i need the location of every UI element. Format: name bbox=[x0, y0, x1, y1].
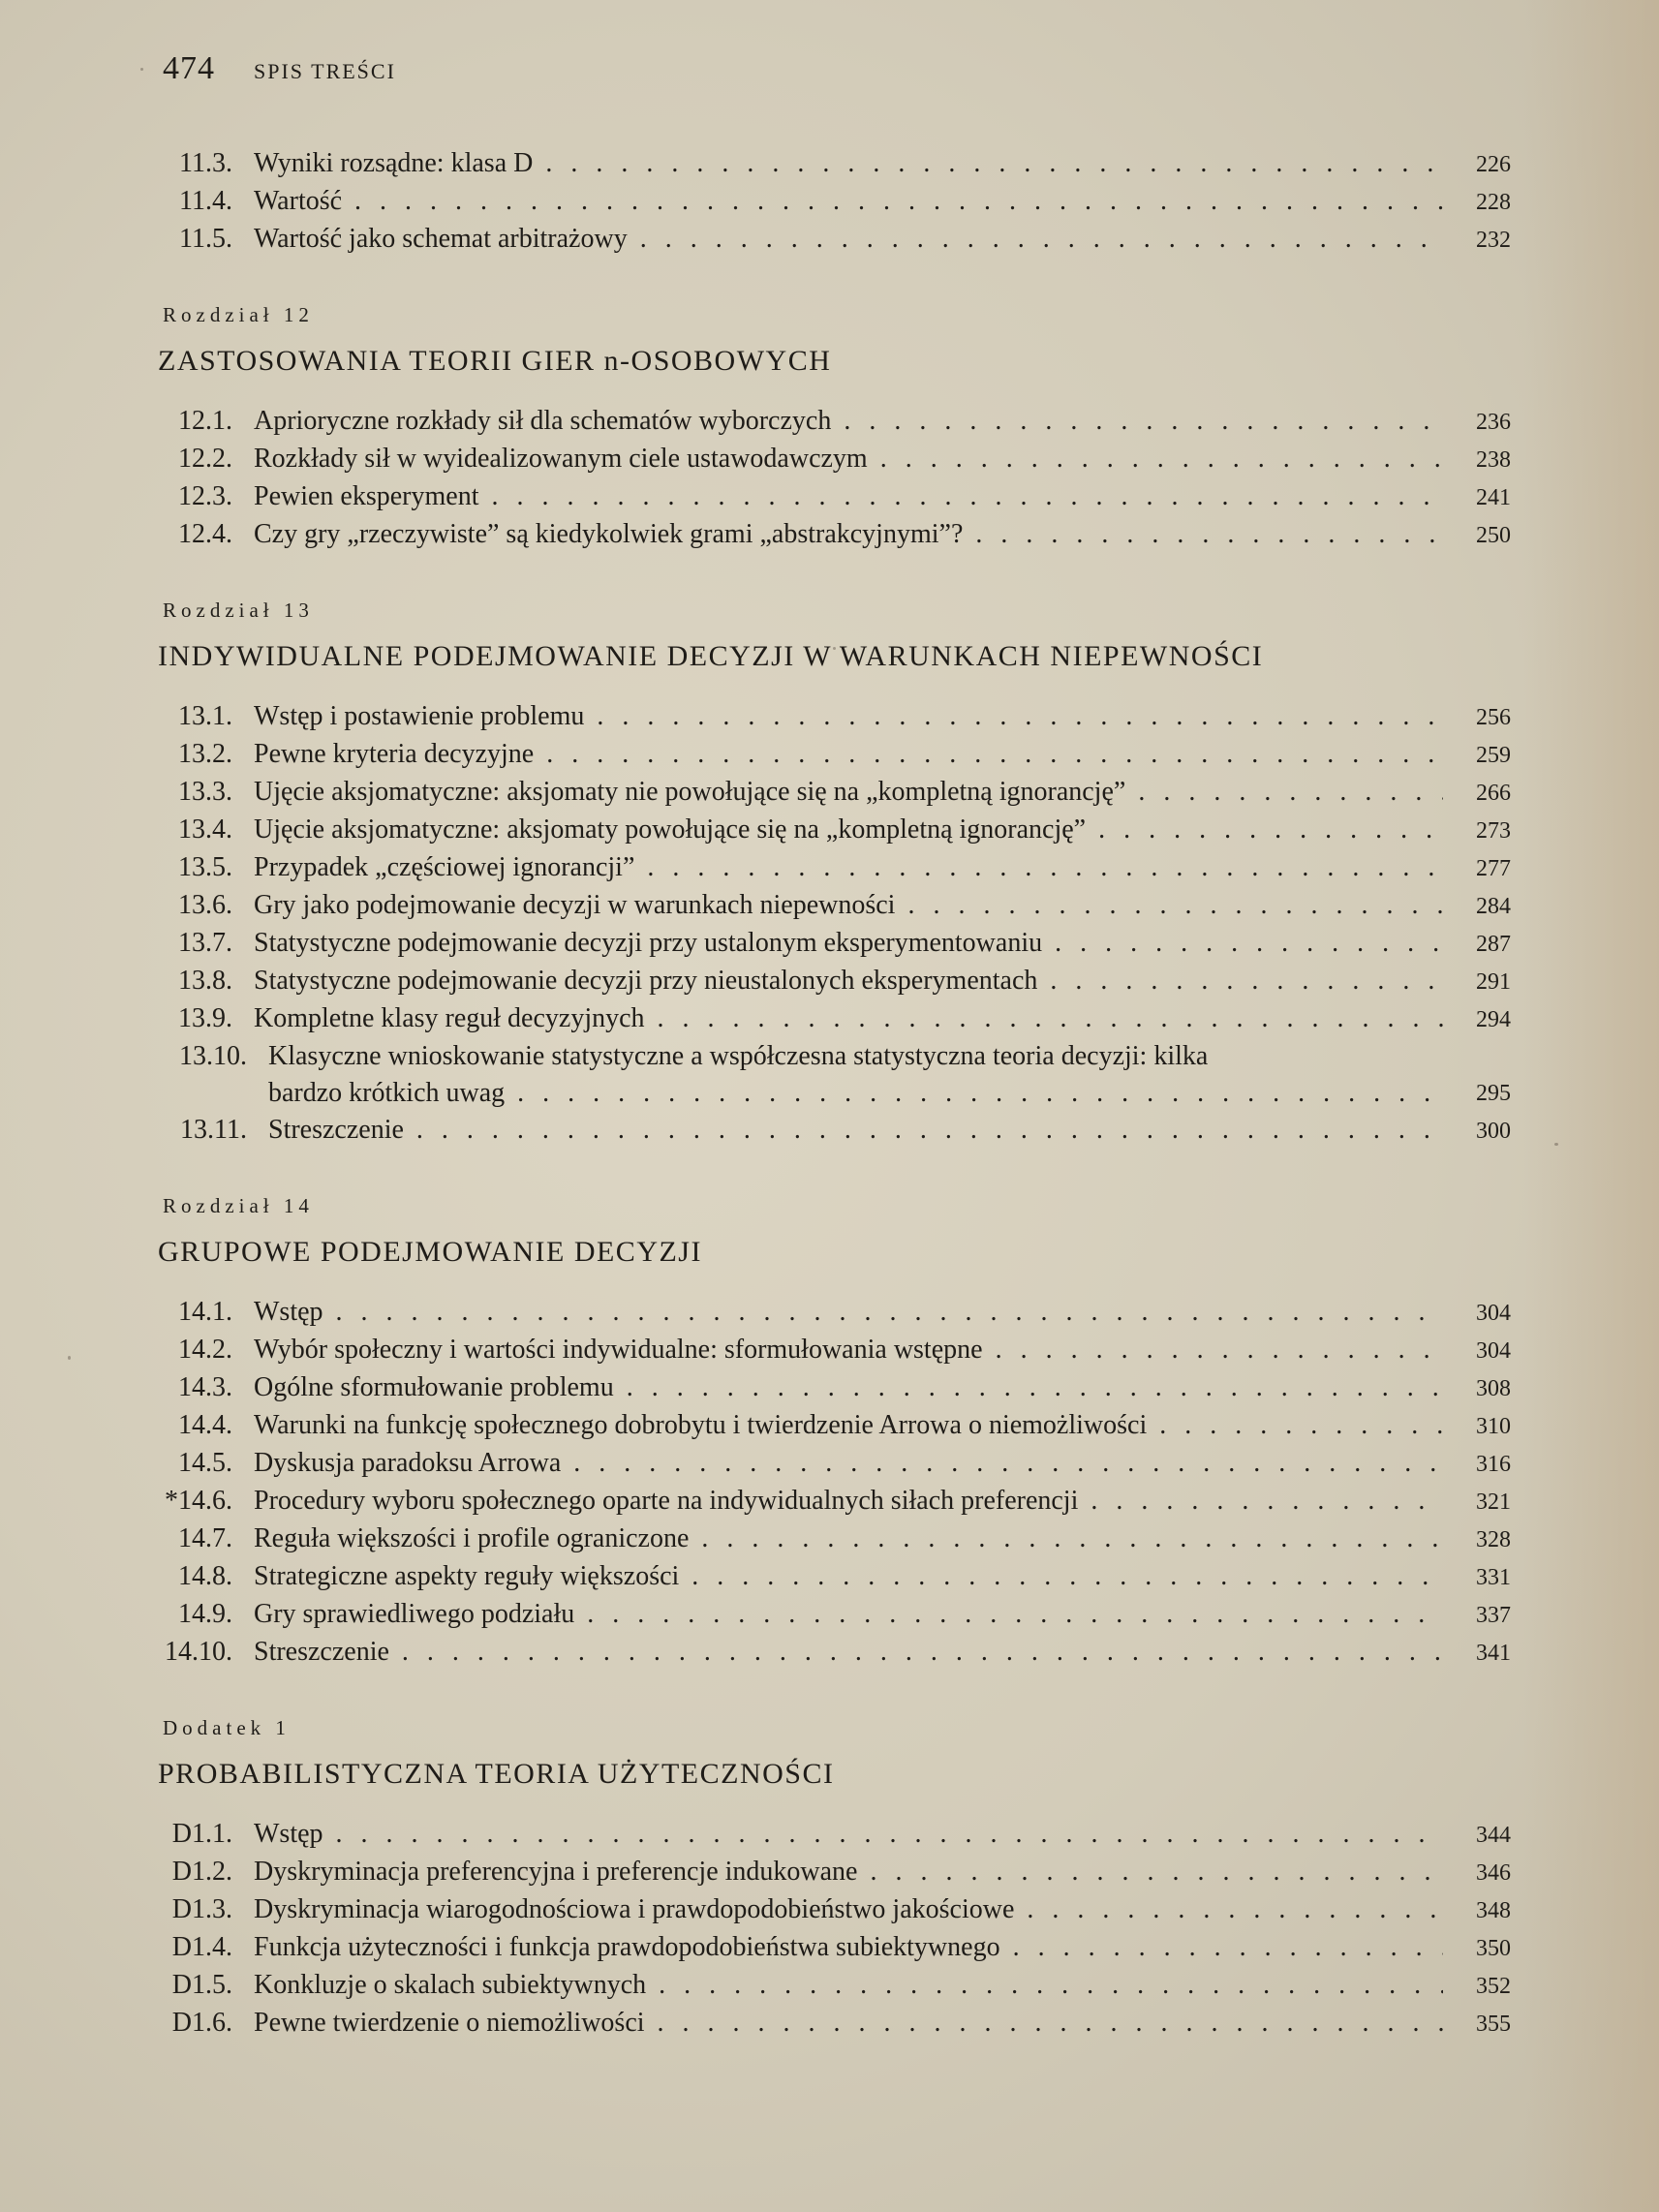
paper-speck bbox=[68, 1356, 71, 1360]
toc-entry bbox=[145, 1854, 1511, 1891]
entry-title: Aprioryczne rozkłady sił dla schematów wyborczych . . . bbox=[254, 403, 1443, 440]
entry-title: Wartość . . . bbox=[254, 183, 1443, 220]
toc-entry bbox=[145, 183, 1511, 221]
entry-title: Pewne twierdzenie o niemożliwości . . . bbox=[254, 2005, 1443, 2042]
entry-title: Reguła większości i profile ograniczone . . . bbox=[254, 1521, 1443, 1557]
entry-number: 13.4. bbox=[178, 814, 232, 845]
toc-entry bbox=[145, 1038, 1511, 1112]
entry-number: 13.9. bbox=[178, 1003, 232, 1033]
toc-entry bbox=[145, 1967, 1511, 2005]
entry-title: Wybór społeczny i wartości indywidualne: sformułowania wstępne . . . bbox=[254, 1332, 1443, 1368]
entry-page: 355 bbox=[1476, 2012, 1511, 2037]
toc-entry bbox=[145, 441, 1511, 478]
toc-entry bbox=[145, 1521, 1511, 1558]
paper-speck bbox=[140, 68, 143, 71]
entry-number: 12.1. bbox=[178, 406, 232, 436]
entry-page: 341 bbox=[1476, 1641, 1511, 1666]
entry-page: 273 bbox=[1476, 818, 1511, 844]
table-of-contents bbox=[145, 145, 1511, 2087]
appendix-1 bbox=[145, 1716, 1511, 2043]
entry-title: Statystyczne podejmowanie decyzji przy ustalonym eksperymentowaniu . . . bbox=[254, 925, 1443, 962]
entry-number: 11.4. bbox=[179, 186, 232, 216]
entry-page: 316 bbox=[1476, 1452, 1511, 1477]
entry-page: 226 bbox=[1476, 152, 1511, 177]
chapter-title: INDYWIDUALNE PODEJMOWANIE DECYZJI W WARUNKACH NIEPEWNOŚCI bbox=[158, 640, 1264, 672]
entry-page: 350 bbox=[1476, 1936, 1511, 1961]
entry-page: 256 bbox=[1476, 705, 1511, 730]
toc-entry bbox=[145, 1929, 1511, 1967]
entry-number: 14.4. bbox=[178, 1410, 232, 1440]
entry-number: D1.4. bbox=[171, 1932, 232, 1962]
toc-entry bbox=[145, 1634, 1511, 1672]
page-edge-shading bbox=[1523, 0, 1659, 2212]
toc-entry bbox=[145, 698, 1511, 736]
entry-title: Statystyczne podejmowanie decyzji przy nieustalonych eksperymentach . . . bbox=[254, 963, 1443, 999]
entry-page: 259 bbox=[1476, 743, 1511, 768]
entry-number: 13.10. bbox=[179, 1041, 247, 1071]
entry-title: Procedury wyboru społecznego oparte na indywidualnych siłach preferencji . . . bbox=[254, 1483, 1443, 1520]
entry-title: Konkluzje o skalach subiektywnych . . . bbox=[254, 1967, 1443, 2004]
chapter-11-continuation bbox=[145, 145, 1511, 259]
entry-title: Streszczenie . . . bbox=[254, 1634, 1443, 1671]
entry-page: 236 bbox=[1476, 410, 1511, 435]
chapter-13 bbox=[145, 599, 1511, 1150]
toc-entry bbox=[145, 849, 1511, 887]
entry-page: 304 bbox=[1476, 1301, 1511, 1326]
chapter-title: GRUPOWE PODEJMOWANIE DECYZJI bbox=[158, 1236, 702, 1268]
toc-entry bbox=[145, 1483, 1511, 1521]
entry-page: 352 bbox=[1476, 1974, 1511, 1999]
entry-title: Strategiczne aspekty reguły większości . . . bbox=[254, 1558, 1443, 1595]
entry-number: 13.6. bbox=[178, 890, 232, 920]
entry-number: *14.6. bbox=[165, 1486, 232, 1516]
entry-page: 337 bbox=[1476, 1603, 1511, 1628]
toc-entry bbox=[145, 925, 1511, 963]
chapter-14 bbox=[145, 1194, 1511, 1672]
entry-number: 13.2. bbox=[178, 739, 232, 769]
entry-number: 13.1. bbox=[178, 701, 232, 731]
entry-title: Rozkłady sił w wyidealizowanym ciele ustawodawczym . . . bbox=[254, 441, 1443, 477]
toc-entry bbox=[145, 145, 1511, 183]
toc-entry bbox=[145, 516, 1511, 554]
toc-entry bbox=[145, 812, 1511, 849]
entry-page: 238 bbox=[1476, 447, 1511, 473]
entry-page: 310 bbox=[1476, 1414, 1511, 1439]
entry-number: D1.3. bbox=[171, 1894, 232, 1924]
entry-title: Streszczenie . . . bbox=[268, 1112, 1443, 1149]
entry-title: Klasyczne wnioskowanie statystyczne a współczesna statystyczna teoria decyzji: kilka bbox=[268, 1041, 1209, 1071]
toc-entry bbox=[145, 1445, 1511, 1483]
entry-number: 14.10. bbox=[165, 1637, 232, 1667]
entry-title: Funkcja użyteczności i funkcja prawdopodobieństwa subiektywnego . . . bbox=[254, 1929, 1443, 1966]
entry-title: Wstęp . . . bbox=[254, 1294, 1443, 1331]
entry-number: 13.11. bbox=[180, 1115, 247, 1145]
entry-number: 13.8. bbox=[178, 966, 232, 996]
entry-page: 300 bbox=[1476, 1119, 1511, 1144]
toc-entry bbox=[145, 1596, 1511, 1634]
entry-page: 344 bbox=[1476, 1823, 1511, 1848]
entry-number: D1.6. bbox=[171, 2008, 232, 2038]
running-title: SPIS TREŚCI bbox=[254, 59, 396, 83]
chapter-12 bbox=[145, 303, 1511, 554]
entry-number: 11.3. bbox=[179, 148, 232, 178]
entry-page: 295 bbox=[1476, 1081, 1511, 1106]
entry-number: 14.2. bbox=[178, 1335, 232, 1365]
entry-title: Pewien eksperyment . . . bbox=[254, 478, 1443, 515]
toc-entry bbox=[145, 1816, 1511, 1854]
entry-title: Ogólne sformułowanie problemu . . . bbox=[254, 1369, 1443, 1406]
chapter-label: Rozdział 14 bbox=[163, 1194, 314, 1217]
toc-entry bbox=[145, 1294, 1511, 1332]
chapter-title: PROBABILISTYCZNA TEORIA UŻYTECZNOŚCI bbox=[158, 1758, 835, 1790]
chapter-label: Rozdział 13 bbox=[163, 599, 314, 622]
toc-entry bbox=[145, 1000, 1511, 1038]
toc-entry bbox=[145, 478, 1511, 516]
toc-entry bbox=[145, 736, 1511, 774]
entry-page: 348 bbox=[1476, 1898, 1511, 1923]
entry-title: Wyniki rozsądne: klasa D . . . bbox=[254, 145, 1443, 182]
entry-page: 277 bbox=[1476, 856, 1511, 881]
entry-title-wrap bbox=[268, 1038, 1443, 1112]
entry-page: 241 bbox=[1476, 485, 1511, 510]
toc-entry bbox=[145, 774, 1511, 812]
toc-entry bbox=[145, 887, 1511, 925]
toc-entry bbox=[145, 1407, 1511, 1445]
entry-number: D1.5. bbox=[171, 1970, 232, 2000]
entry-number: D1.2. bbox=[171, 1857, 232, 1887]
entry-number: 14.1. bbox=[178, 1297, 232, 1327]
paper-speck bbox=[1554, 1143, 1558, 1146]
entry-number: 12.2. bbox=[178, 444, 232, 474]
entry-page: 266 bbox=[1476, 781, 1511, 806]
toc-entry bbox=[145, 2005, 1511, 2043]
entry-title-continuation: bardzo krótkich uwag . . . bbox=[268, 1078, 1443, 1108]
entry-number: 14.8. bbox=[178, 1561, 232, 1591]
entry-title: Wstęp i postawienie problemu . . . bbox=[254, 698, 1443, 735]
entry-page: 331 bbox=[1476, 1565, 1511, 1590]
entry-title: Dyskryminacja preferencyjna i preferencje indukowane . . . bbox=[254, 1854, 1443, 1890]
toc-entry bbox=[145, 1112, 1511, 1150]
entry-title: Dyskryminacja wiarogodnościowa i prawdopodobieństwo jakościowe . . . bbox=[254, 1891, 1443, 1928]
entry-page: 308 bbox=[1476, 1376, 1511, 1401]
page-number: 474 bbox=[163, 50, 215, 86]
entry-title: Warunki na funkcję społecznego dobrobytu i twierdzenie Arrowa o niemożliwości . . . bbox=[254, 1407, 1443, 1444]
toc-entry bbox=[145, 1558, 1511, 1596]
entry-number: 14.7. bbox=[178, 1523, 232, 1553]
chapter-title: ZASTOSOWANIA TEORII GIER n-OSOBOWYCH bbox=[158, 345, 832, 377]
entry-title: Czy gry „rzeczywiste” są kiedykolwiek grami „abstrakcyjnymi”? . . . bbox=[254, 516, 1443, 553]
toc-entry bbox=[145, 963, 1511, 1000]
entry-title: Gry jako podejmowanie decyzji w warunkach niepewności . . . bbox=[254, 887, 1443, 924]
entry-title: Ujęcie aksjomatyczne: aksjomaty nie powołujące się na „kompletną ignorancję” . . . bbox=[254, 774, 1443, 811]
entry-number: 14.9. bbox=[178, 1599, 232, 1629]
entry-title: Pewne kryteria decyzyjne . . . bbox=[254, 736, 1443, 773]
entry-number: 13.5. bbox=[178, 852, 232, 882]
paper-speck bbox=[833, 647, 836, 650]
entry-page: 328 bbox=[1476, 1527, 1511, 1552]
chapter-label: Dodatek 1 bbox=[163, 1716, 291, 1739]
entry-number: 12.4. bbox=[178, 519, 232, 549]
entry-title: Dyskusja paradoksu Arrowa . . . bbox=[254, 1445, 1443, 1482]
toc-entry bbox=[145, 1891, 1511, 1929]
entry-title: Ujęcie aksjomatyczne: aksjomaty powołujące się na „kompletną ignorancję” . . . bbox=[254, 812, 1443, 848]
running-header bbox=[163, 50, 396, 87]
entry-number: 14.3. bbox=[178, 1372, 232, 1402]
entry-title: Gry sprawiedliwego podziału . . . bbox=[254, 1596, 1443, 1633]
chapter-label: Rozdział 12 bbox=[163, 303, 314, 326]
toc-entry bbox=[145, 1369, 1511, 1407]
toc-entry bbox=[145, 403, 1511, 441]
toc-entry bbox=[145, 221, 1511, 259]
entry-title: Wartość jako schemat arbitrażowy . . . bbox=[254, 221, 1443, 258]
entry-number: 11.5. bbox=[179, 224, 232, 254]
entry-page: 294 bbox=[1476, 1007, 1511, 1032]
entry-title: Przypadek „częściowej ignorancji” . . . bbox=[254, 849, 1443, 886]
entry-title: Wstęp . . . bbox=[254, 1816, 1443, 1853]
entry-page: 346 bbox=[1476, 1860, 1511, 1886]
entry-number: 13.3. bbox=[178, 777, 232, 807]
entry-page: 228 bbox=[1476, 190, 1511, 215]
toc-entry bbox=[145, 1332, 1511, 1369]
entry-number: D1.1. bbox=[171, 1819, 232, 1849]
entry-page: 304 bbox=[1476, 1338, 1511, 1364]
entry-page: 284 bbox=[1476, 894, 1511, 919]
entry-number: 14.5. bbox=[178, 1448, 232, 1478]
entry-page: 250 bbox=[1476, 523, 1511, 548]
entry-title: Kompletne klasy reguł decyzyjnych . . . bbox=[254, 1000, 1443, 1037]
entry-number: 12.3. bbox=[178, 481, 232, 511]
entry-page: 291 bbox=[1476, 969, 1511, 995]
entry-page: 321 bbox=[1476, 1490, 1511, 1515]
entry-number: 13.7. bbox=[178, 928, 232, 958]
entry-page: 232 bbox=[1476, 228, 1511, 253]
entry-page: 287 bbox=[1476, 932, 1511, 957]
